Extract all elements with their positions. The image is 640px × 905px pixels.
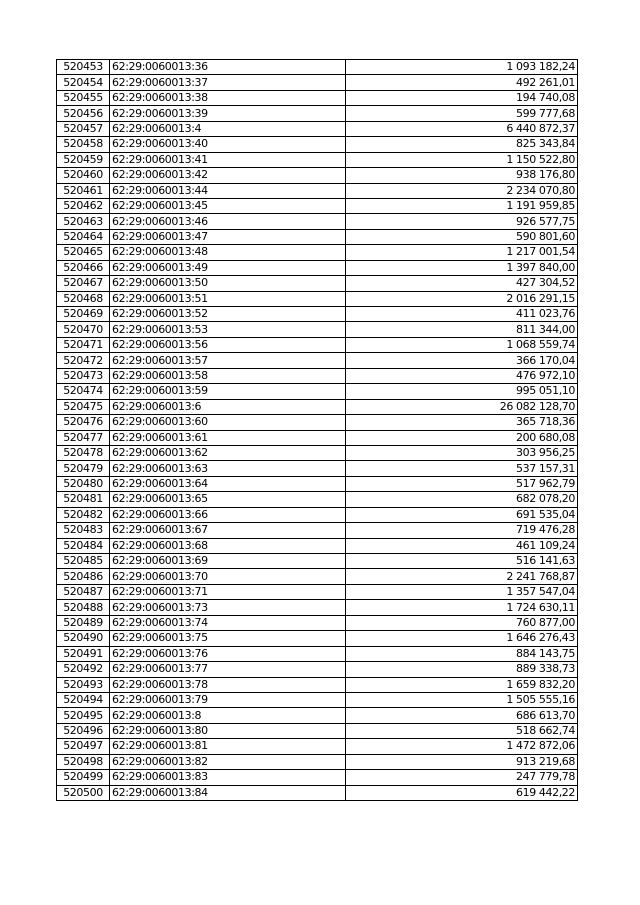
cadastral-number-cell: 62:29:0060013:69 <box>110 554 346 569</box>
value-cell: 825 343,84 <box>346 137 578 152</box>
cadastral-number-cell: 62:29:0060013:77 <box>110 662 346 677</box>
table-row <box>57 121 578 136</box>
data-table <box>56 59 578 801</box>
value-cell: 1 357 547,04 <box>346 584 578 599</box>
table-row <box>57 600 578 615</box>
value-cell: 1 191 959,85 <box>346 198 578 213</box>
row-number-cell: 520483 <box>57 523 110 538</box>
row-number-cell: 520468 <box>57 291 110 306</box>
table-row <box>57 615 578 630</box>
cadastral-number-cell: 62:29:0060013:82 <box>110 754 346 769</box>
row-number-cell: 520482 <box>57 507 110 522</box>
row-number-cell: 520484 <box>57 538 110 553</box>
value-cell: 1 217 001,54 <box>346 245 578 260</box>
row-number-cell: 520498 <box>57 754 110 769</box>
cadastral-number-cell: 62:29:0060013:75 <box>110 631 346 646</box>
table-row <box>57 723 578 738</box>
value-cell: 200 680,08 <box>346 430 578 445</box>
value-cell: 518 662,74 <box>346 723 578 738</box>
row-number-cell: 520473 <box>57 368 110 383</box>
row-number-cell: 520488 <box>57 600 110 615</box>
value-cell: 247 779,78 <box>346 770 578 785</box>
value-cell: 691 535,04 <box>346 507 578 522</box>
row-number-cell: 520500 <box>57 785 110 800</box>
cadastral-number-cell: 62:29:0060013:46 <box>110 214 346 229</box>
table-row <box>57 276 578 291</box>
table-row <box>57 445 578 460</box>
table-row <box>57 260 578 275</box>
table-row <box>57 523 578 538</box>
value-cell: 1 068 559,74 <box>346 337 578 352</box>
value-cell: 995 051,10 <box>346 384 578 399</box>
table-row <box>57 229 578 244</box>
table-row <box>57 507 578 522</box>
value-cell: 366 170,04 <box>346 353 578 368</box>
table-body <box>57 60 578 801</box>
row-number-cell: 520476 <box>57 415 110 430</box>
cadastral-number-cell: 62:29:0060013:76 <box>110 646 346 661</box>
row-number-cell: 520455 <box>57 90 110 105</box>
row-number-cell: 520464 <box>57 229 110 244</box>
table-row <box>57 291 578 306</box>
cadastral-number-cell: 62:29:0060013:51 <box>110 291 346 306</box>
row-number-cell: 520472 <box>57 353 110 368</box>
value-cell: 517 962,79 <box>346 476 578 491</box>
value-cell: 1 646 276,43 <box>346 631 578 646</box>
cadastral-number-cell: 62:29:0060013:6 <box>110 399 346 414</box>
value-cell: 411 023,76 <box>346 307 578 322</box>
row-number-cell: 520485 <box>57 554 110 569</box>
row-number-cell: 520463 <box>57 214 110 229</box>
row-number-cell: 520474 <box>57 384 110 399</box>
table-row <box>57 368 578 383</box>
value-cell: 303 956,25 <box>346 445 578 460</box>
row-number-cell: 520458 <box>57 137 110 152</box>
cadastral-number-cell: 62:29:0060013:49 <box>110 260 346 275</box>
value-cell: 2 241 768,87 <box>346 569 578 584</box>
value-cell: 938 176,80 <box>346 168 578 183</box>
table-row <box>57 307 578 322</box>
row-number-cell: 520469 <box>57 307 110 322</box>
row-number-cell: 520493 <box>57 677 110 692</box>
value-cell: 1 397 840,00 <box>346 260 578 275</box>
row-number-cell: 520496 <box>57 723 110 738</box>
value-cell: 719 476,28 <box>346 523 578 538</box>
table-row <box>57 631 578 646</box>
value-cell: 461 109,24 <box>346 538 578 553</box>
cadastral-number-cell: 62:29:0060013:84 <box>110 785 346 800</box>
table-row <box>57 692 578 707</box>
table-row <box>57 337 578 352</box>
table-row <box>57 770 578 785</box>
cadastral-number-cell: 62:29:0060013:65 <box>110 492 346 507</box>
table-row <box>57 384 578 399</box>
value-cell: 1 472 872,06 <box>346 739 578 754</box>
cadastral-number-cell: 62:29:0060013:52 <box>110 307 346 322</box>
row-number-cell: 520475 <box>57 399 110 414</box>
value-cell: 889 338,73 <box>346 662 578 677</box>
cadastral-number-cell: 62:29:0060013:39 <box>110 106 346 121</box>
row-number-cell: 520497 <box>57 739 110 754</box>
row-number-cell: 520492 <box>57 662 110 677</box>
table-row <box>57 168 578 183</box>
cadastral-number-cell: 62:29:0060013:73 <box>110 600 346 615</box>
table-row <box>57 198 578 213</box>
table-row <box>57 60 578 75</box>
cadastral-number-cell: 62:29:0060013:66 <box>110 507 346 522</box>
row-number-cell: 520454 <box>57 75 110 90</box>
row-number-cell: 520479 <box>57 461 110 476</box>
row-number-cell: 520466 <box>57 260 110 275</box>
row-number-cell: 520460 <box>57 168 110 183</box>
cadastral-number-cell: 62:29:0060013:62 <box>110 445 346 460</box>
table-row <box>57 569 578 584</box>
value-cell: 1 659 832,20 <box>346 677 578 692</box>
row-number-cell: 520471 <box>57 337 110 352</box>
table-row <box>57 415 578 430</box>
table-row <box>57 152 578 167</box>
cadastral-number-cell: 62:29:0060013:70 <box>110 569 346 584</box>
value-cell: 516 141,63 <box>346 554 578 569</box>
cadastral-number-cell: 62:29:0060013:45 <box>110 198 346 213</box>
cadastral-number-cell: 62:29:0060013:79 <box>110 692 346 707</box>
cadastral-number-cell: 62:29:0060013:48 <box>110 245 346 260</box>
value-cell: 913 219,68 <box>346 754 578 769</box>
row-number-cell: 520494 <box>57 692 110 707</box>
value-cell: 686 613,70 <box>346 708 578 723</box>
cadastral-number-cell: 62:29:0060013:57 <box>110 353 346 368</box>
row-number-cell: 520470 <box>57 322 110 337</box>
table-row <box>57 554 578 569</box>
cadastral-number-cell: 62:29:0060013:40 <box>110 137 346 152</box>
value-cell: 590 801,60 <box>346 229 578 244</box>
table-row <box>57 430 578 445</box>
value-cell: 1 150 522,80 <box>346 152 578 167</box>
cadastral-number-cell: 62:29:0060013:63 <box>110 461 346 476</box>
cadastral-number-cell: 62:29:0060013:37 <box>110 75 346 90</box>
cadastral-number-cell: 62:29:0060013:61 <box>110 430 346 445</box>
cadastral-number-cell: 62:29:0060013:71 <box>110 584 346 599</box>
row-number-cell: 520453 <box>57 60 110 75</box>
value-cell: 926 577,75 <box>346 214 578 229</box>
value-cell: 599 777,68 <box>346 106 578 121</box>
value-cell: 194 740,08 <box>346 90 578 105</box>
cadastral-number-cell: 62:29:0060013:68 <box>110 538 346 553</box>
value-cell: 619 442,22 <box>346 785 578 800</box>
cadastral-number-cell: 62:29:0060013:47 <box>110 229 346 244</box>
cadastral-number-cell: 62:29:0060013:38 <box>110 90 346 105</box>
table-row <box>57 785 578 800</box>
table-row <box>57 662 578 677</box>
cadastral-number-cell: 62:29:0060013:59 <box>110 384 346 399</box>
cadastral-number-cell: 62:29:0060013:36 <box>110 60 346 75</box>
row-number-cell: 520499 <box>57 770 110 785</box>
cadastral-number-cell: 62:29:0060013:81 <box>110 739 346 754</box>
value-cell: 1 093 182,24 <box>346 60 578 75</box>
table-row <box>57 399 578 414</box>
value-cell: 537 157,31 <box>346 461 578 476</box>
value-cell: 884 143,75 <box>346 646 578 661</box>
table-row <box>57 754 578 769</box>
row-number-cell: 520465 <box>57 245 110 260</box>
value-cell: 492 261,01 <box>346 75 578 90</box>
row-number-cell: 520481 <box>57 492 110 507</box>
table-row <box>57 245 578 260</box>
table-row <box>57 476 578 491</box>
table-row <box>57 492 578 507</box>
table-row <box>57 137 578 152</box>
value-cell: 427 304,52 <box>346 276 578 291</box>
value-cell: 682 078,20 <box>346 492 578 507</box>
row-number-cell: 520461 <box>57 183 110 198</box>
row-number-cell: 520467 <box>57 276 110 291</box>
table-row <box>57 353 578 368</box>
value-cell: 476 972,10 <box>346 368 578 383</box>
cadastral-number-cell: 62:29:0060013:56 <box>110 337 346 352</box>
row-number-cell: 520477 <box>57 430 110 445</box>
cadastral-number-cell: 62:29:0060013:83 <box>110 770 346 785</box>
table-row <box>57 106 578 121</box>
row-number-cell: 520495 <box>57 708 110 723</box>
table-row <box>57 461 578 476</box>
row-number-cell: 520462 <box>57 198 110 213</box>
row-number-cell: 520491 <box>57 646 110 661</box>
value-cell: 2 234 070,80 <box>346 183 578 198</box>
value-cell: 2 016 291,15 <box>346 291 578 306</box>
table-row <box>57 708 578 723</box>
cadastral-number-cell: 62:29:0060013:74 <box>110 615 346 630</box>
cadastral-number-cell: 62:29:0060013:64 <box>110 476 346 491</box>
row-number-cell: 520459 <box>57 152 110 167</box>
value-cell: 1 724 630,11 <box>346 600 578 615</box>
table-row <box>57 90 578 105</box>
table-row <box>57 646 578 661</box>
table-row <box>57 75 578 90</box>
cadastral-number-cell: 62:29:0060013:60 <box>110 415 346 430</box>
cadastral-number-cell: 62:29:0060013:53 <box>110 322 346 337</box>
cadastral-number-cell: 62:29:0060013:8 <box>110 708 346 723</box>
table-row <box>57 322 578 337</box>
table-row <box>57 538 578 553</box>
cadastral-number-cell: 62:29:0060013:4 <box>110 121 346 136</box>
cadastral-number-cell: 62:29:0060013:42 <box>110 168 346 183</box>
row-number-cell: 520457 <box>57 121 110 136</box>
cadastral-number-cell: 62:29:0060013:44 <box>110 183 346 198</box>
table-row <box>57 739 578 754</box>
value-cell: 365 718,36 <box>346 415 578 430</box>
row-number-cell: 520490 <box>57 631 110 646</box>
row-number-cell: 520480 <box>57 476 110 491</box>
row-number-cell: 520489 <box>57 615 110 630</box>
value-cell: 811 344,00 <box>346 322 578 337</box>
value-cell: 1 505 555,16 <box>346 692 578 707</box>
table-row <box>57 214 578 229</box>
cadastral-number-cell: 62:29:0060013:58 <box>110 368 346 383</box>
cadastral-number-cell: 62:29:0060013:41 <box>110 152 346 167</box>
cadastral-number-cell: 62:29:0060013:50 <box>110 276 346 291</box>
cadastral-number-cell: 62:29:0060013:80 <box>110 723 346 738</box>
cadastral-number-cell: 62:29:0060013:67 <box>110 523 346 538</box>
row-number-cell: 520456 <box>57 106 110 121</box>
table-row <box>57 677 578 692</box>
value-cell: 26 082 128,70 <box>346 399 578 414</box>
cadastral-number-cell: 62:29:0060013:78 <box>110 677 346 692</box>
row-number-cell: 520487 <box>57 584 110 599</box>
value-cell: 760 877,00 <box>346 615 578 630</box>
value-cell: 6 440 872,37 <box>346 121 578 136</box>
table-row <box>57 584 578 599</box>
table-row <box>57 183 578 198</box>
row-number-cell: 520478 <box>57 445 110 460</box>
row-number-cell: 520486 <box>57 569 110 584</box>
